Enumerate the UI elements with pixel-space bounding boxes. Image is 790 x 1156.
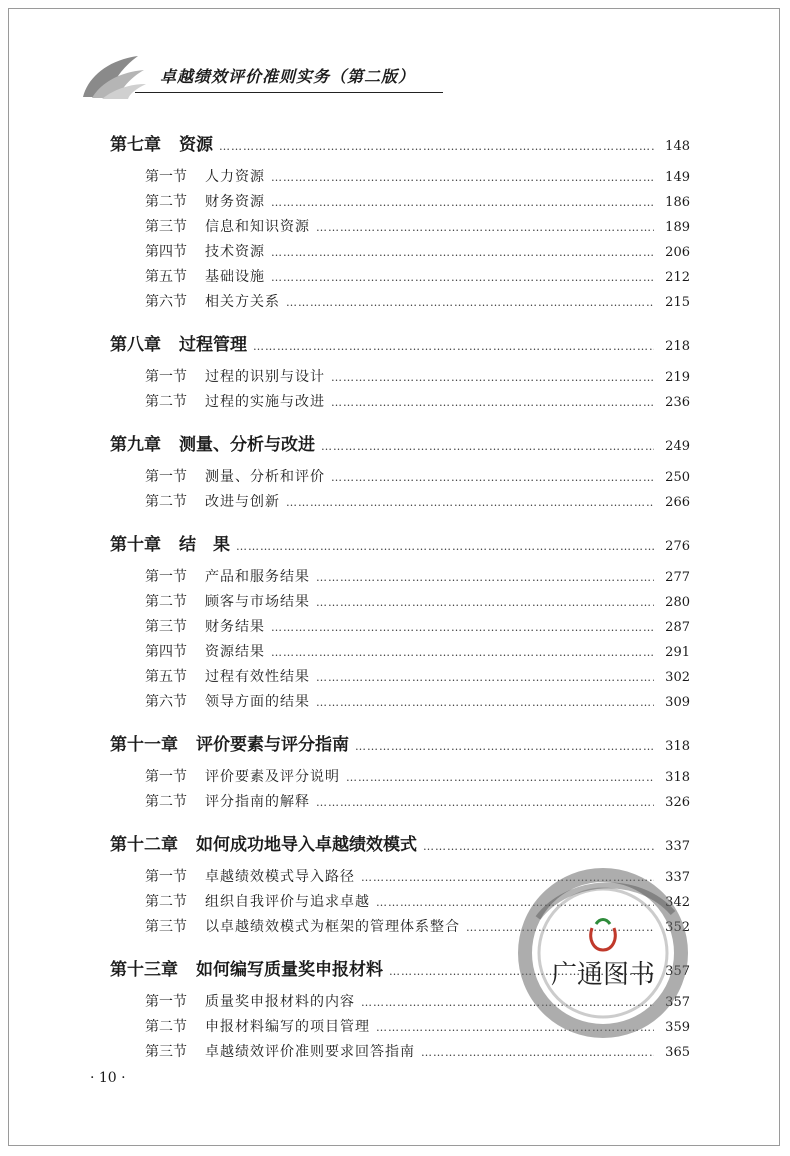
- toc-section-entry: [145, 566, 690, 586]
- section-number: 第三节: [145, 619, 187, 635]
- chapter-title: 测量、分析与改进: [179, 435, 315, 455]
- leader-dots: [236, 540, 654, 553]
- section-title: 过程的识别与设计: [205, 369, 325, 385]
- leader-dots: [355, 740, 654, 753]
- leader-dots: [331, 371, 654, 384]
- chapter-page-number: 218: [665, 339, 690, 354]
- section-number: 第四节: [145, 644, 187, 660]
- section-title: 过程有效性结果: [205, 669, 310, 685]
- book-logo-icon: [78, 52, 148, 102]
- section-page-number: 365: [665, 1045, 690, 1060]
- section-title: 质量奖申报材料的内容: [205, 994, 355, 1010]
- toc-chapter-entry: [110, 430, 690, 455]
- leader-dots: [316, 671, 654, 684]
- section-page-number: 337: [665, 870, 690, 885]
- chapter-number: 第十章: [110, 535, 161, 555]
- section-page-number: 309: [665, 695, 690, 710]
- toc-chapter-entry: [110, 530, 690, 555]
- section-number: 第二节: [145, 1019, 187, 1035]
- section-number: 第五节: [145, 669, 187, 685]
- section-title: 以卓越绩效模式为框架的管理体系整合: [205, 919, 460, 935]
- section-page-number: 359: [665, 1020, 690, 1035]
- section-number: 第一节: [145, 169, 187, 185]
- section-number: 第二节: [145, 794, 187, 810]
- toc-chapter-entry: [110, 730, 690, 755]
- chapter-page-number: 357: [665, 964, 690, 979]
- section-number: 第六节: [145, 694, 187, 710]
- toc-section-entry: [145, 266, 690, 286]
- chapter-title: 如何编写质量奖申报材料: [196, 960, 383, 980]
- leader-dots: [286, 496, 654, 509]
- leader-dots: [271, 196, 654, 209]
- chapter-page-number: 148: [665, 139, 690, 154]
- chapter-title: 资源: [179, 135, 213, 155]
- section-title: 评分指南的解释: [205, 794, 310, 810]
- section-number: 第三节: [145, 1044, 187, 1060]
- section-title: 测量、分析和评价: [205, 469, 325, 485]
- chapter-page-number: 337: [665, 839, 690, 854]
- toc-chapter-entry: [110, 830, 690, 855]
- stamp-text: 广通图书: [550, 960, 656, 990]
- leader-dots: [219, 140, 654, 153]
- section-number: 第二节: [145, 494, 187, 510]
- section-title: 卓越绩效模式导入路径: [205, 869, 355, 885]
- section-page-number: 212: [665, 270, 690, 285]
- leader-dots: [423, 840, 654, 853]
- toc-section-entry: [145, 391, 690, 411]
- section-number: 第二节: [145, 594, 187, 610]
- leader-dots: [316, 596, 654, 609]
- toc-section-entry: [145, 641, 690, 661]
- toc-section-entry: [145, 591, 690, 611]
- section-title: 改进与创新: [205, 494, 280, 510]
- section-page-number: 326: [665, 795, 690, 810]
- section-title: 技术资源: [205, 244, 265, 260]
- section-page-number: 266: [665, 495, 690, 510]
- chapter-title: 评价要素与评分指南: [196, 735, 349, 755]
- section-number: 第二节: [145, 194, 187, 210]
- leader-dots: [271, 171, 654, 184]
- section-number: 第二节: [145, 894, 187, 910]
- leader-dots: [331, 396, 654, 409]
- section-number: 第一节: [145, 769, 187, 785]
- section-page-number: 215: [665, 295, 690, 310]
- leader-dots: [271, 646, 654, 659]
- chapter-page-number: 318: [665, 739, 690, 754]
- chapter-title: 结 果: [179, 535, 230, 555]
- leader-dots: [321, 440, 654, 453]
- chapter-page-number: 249: [665, 439, 690, 454]
- section-number: 第一节: [145, 369, 187, 385]
- section-number: 第二节: [145, 394, 187, 410]
- section-title: 基础设施: [205, 269, 265, 285]
- section-title: 人力资源: [205, 169, 265, 185]
- section-title: 过程的实施与改进: [205, 394, 325, 410]
- toc-chapter-entry: [110, 330, 690, 355]
- section-page-number: 277: [665, 570, 690, 585]
- leader-dots: [316, 571, 654, 584]
- leader-dots: [271, 621, 654, 634]
- leader-dots: [286, 296, 654, 309]
- section-page-number: 291: [665, 645, 690, 660]
- section-title: 财务资源: [205, 194, 265, 210]
- toc-section-entry: [145, 166, 690, 186]
- section-title: 组织自我评价与追求卓越: [205, 894, 370, 910]
- section-number: 第一节: [145, 569, 187, 585]
- leader-dots: [346, 771, 654, 784]
- section-title: 财务结果: [205, 619, 265, 635]
- chapter-title: 如何成功地导入卓越绩效模式: [196, 835, 417, 855]
- toc-section-entry: [145, 666, 690, 686]
- section-page-number: 352: [665, 920, 690, 935]
- section-page-number: 149: [665, 170, 690, 185]
- chapter-number: 第十二章: [110, 835, 178, 855]
- section-page-number: 357: [665, 995, 690, 1010]
- section-page-number: 186: [665, 195, 690, 210]
- chapter-page-number: 276: [665, 539, 690, 554]
- section-page-number: 206: [665, 245, 690, 260]
- chapter-number: 第十三章: [110, 960, 178, 980]
- toc-section-entry: [145, 491, 690, 511]
- section-page-number: 189: [665, 220, 690, 235]
- leader-dots: [316, 796, 654, 809]
- section-number: 第一节: [145, 869, 187, 885]
- section-page-number: 287: [665, 620, 690, 635]
- section-title: 资源结果: [205, 644, 265, 660]
- toc-section-entry: [145, 291, 690, 311]
- section-page-number: 236: [665, 395, 690, 410]
- section-number: 第五节: [145, 269, 187, 285]
- leader-dots: [253, 340, 654, 353]
- section-number: 第一节: [145, 994, 187, 1010]
- leader-dots: [271, 246, 654, 259]
- toc-section-entry: [145, 616, 690, 636]
- section-page-number: 342: [665, 895, 690, 910]
- chapter-number: 第八章: [110, 335, 161, 355]
- leader-dots: [316, 221, 654, 234]
- leader-dots: [316, 696, 654, 709]
- toc-section-entry: [145, 216, 690, 236]
- section-title: 领导方面的结果: [205, 694, 310, 710]
- chapter-number: 第七章: [110, 135, 161, 155]
- section-title: 产品和服务结果: [205, 569, 310, 585]
- toc-section-entry: [145, 766, 690, 786]
- section-title: 相关方关系: [205, 294, 280, 310]
- section-page-number: 318: [665, 770, 690, 785]
- chapter-title: 过程管理: [179, 335, 247, 355]
- running-header-title: 卓越绩效评价准则实务（第二版）: [160, 67, 416, 86]
- section-page-number: 250: [665, 470, 690, 485]
- section-title: 信息和知识资源: [205, 219, 310, 235]
- chapter-number: 第九章: [110, 435, 161, 455]
- toc-section-entry: [145, 791, 690, 811]
- leader-dots: [271, 271, 654, 284]
- section-title: 顾客与市场结果: [205, 594, 310, 610]
- leader-dots: [331, 471, 654, 484]
- section-title: 评价要素及评分说明: [205, 769, 340, 785]
- chapter-number: 第十一章: [110, 735, 178, 755]
- header-rule: [135, 92, 443, 93]
- section-title: 申报材料编写的项目管理: [205, 1019, 370, 1035]
- toc-section-entry: [145, 241, 690, 261]
- section-title: 卓越绩效评价准则要求回答指南: [205, 1044, 415, 1060]
- section-number: 第三节: [145, 919, 187, 935]
- toc-section-entry: [145, 366, 690, 386]
- page-number: · 10 ·: [90, 1070, 126, 1086]
- toc-chapter-entry: [110, 130, 690, 155]
- section-number: 第三节: [145, 219, 187, 235]
- section-page-number: 302: [665, 670, 690, 685]
- section-number: 第一节: [145, 469, 187, 485]
- section-page-number: 280: [665, 595, 690, 610]
- toc-section-entry: [145, 466, 690, 486]
- publisher-stamp-icon: [508, 858, 698, 1048]
- section-number: 第四节: [145, 244, 187, 260]
- toc-section-entry: [145, 191, 690, 211]
- section-number: 第六节: [145, 294, 187, 310]
- toc-section-entry: [145, 691, 690, 711]
- section-page-number: 219: [665, 370, 690, 385]
